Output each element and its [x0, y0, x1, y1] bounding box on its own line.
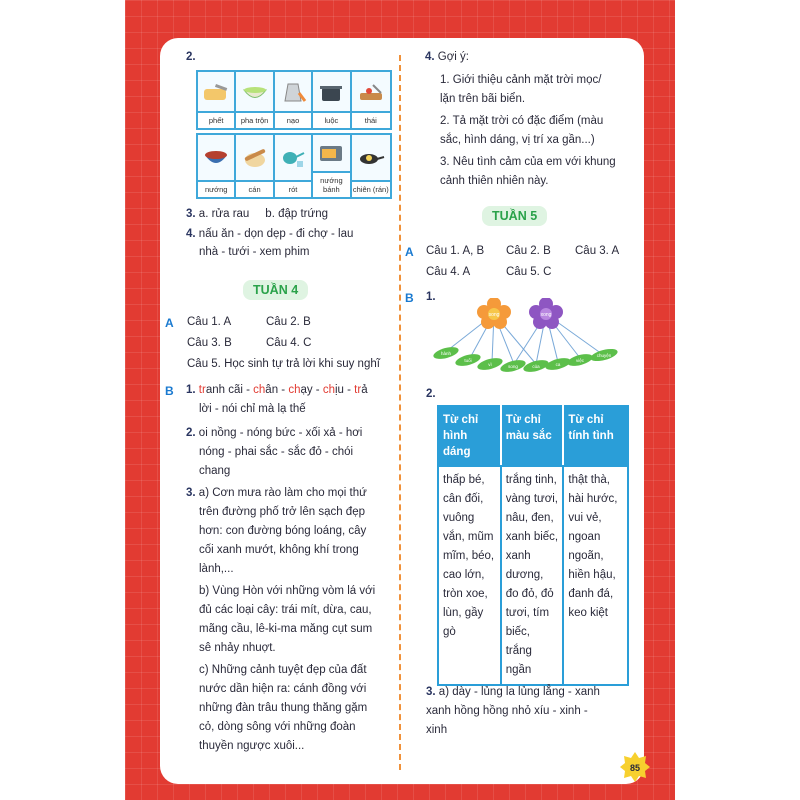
- b3-line: sê nhảy nhuợt.: [199, 642, 276, 654]
- table-cell: thật thà, hài hước, vui vẻ, ngoan ngoãn, hiền hậu, đanh đá, keo kiệt: [563, 466, 628, 685]
- frying-pan-icon: [352, 135, 390, 182]
- b2-line1: 2. oi nồng - nóng bức - xối xả - hơi: [186, 427, 363, 439]
- leaf-label: ca: [555, 362, 561, 367]
- rolling-pin-icon: [236, 135, 272, 182]
- b1-line1: 1. tranh cãi - chân - chạy - chịu - trả: [186, 384, 368, 396]
- answer: Câu 4. C: [266, 337, 312, 349]
- caption: thái: [364, 116, 377, 125]
- oven-icon: [313, 135, 349, 173]
- q4-line: nhà - tưới - xem phim: [199, 246, 310, 258]
- q3-text: a. rửa rau b. đập trứng: [198, 208, 328, 220]
- leaf-label: tuổi: [464, 358, 472, 363]
- image-grid-row1: [196, 70, 392, 130]
- leaf-label: hành: [440, 351, 452, 356]
- hint-line: lặn trên bãi biển.: [440, 93, 526, 105]
- pot-icon: [313, 72, 349, 113]
- b2-line: chang: [199, 465, 231, 477]
- answer: Câu 5. C: [506, 266, 552, 278]
- caption: luộc: [324, 116, 339, 125]
- leaf-label: việc: [575, 358, 585, 363]
- caption: phết: [208, 116, 224, 125]
- mixing-bowl-icon: [236, 72, 272, 113]
- right-q4: 4. Gợi ý:: [425, 51, 469, 63]
- flower-label: song: [488, 312, 500, 318]
- section-b-marker: B: [165, 384, 174, 398]
- page-number-badge: [620, 752, 650, 782]
- b3-line: cỏ, dòng sông với những đoàn: [199, 721, 356, 733]
- hint-line: sắc, hình dáng, vị trí xa gần...): [440, 134, 595, 146]
- flower-song: [477, 298, 511, 329]
- column-divider: [399, 55, 401, 770]
- b3-line: lành,...: [199, 563, 234, 575]
- answer: Câu 3. B: [187, 337, 232, 349]
- caption: rót: [288, 185, 298, 194]
- left-q4: 4. nấu ăn - dọn dẹp - đi chợ - lau: [186, 228, 354, 240]
- answer: Câu 2. B: [266, 316, 311, 328]
- caption: cán: [248, 185, 261, 194]
- caption: nướng: [204, 185, 228, 194]
- b3-line: thuyền ngược xuôi...: [199, 740, 305, 752]
- b3-line-first: 3. a) Cơn mưa rào làm cho mọi thứ: [186, 487, 367, 499]
- leaf-label: song: [508, 364, 518, 369]
- caption: nướng bánh: [320, 176, 343, 194]
- b1-label: 1.: [426, 291, 436, 303]
- flower-xong: [529, 298, 563, 329]
- b3-line: xanh hồng hồng nhỏ xíu - xinh -: [426, 705, 588, 717]
- table-cell: thấp bé, cân đối, vuông vắn, mũm mĩm, béo, cao lớn, tròn xoe, lùn, gầy gò: [438, 466, 501, 685]
- image-grid-row2: [196, 133, 392, 199]
- caption: pha trộn: [240, 116, 269, 125]
- page-number: 85: [629, 763, 641, 773]
- table-header: Từ chỉ hình dáng: [438, 406, 501, 466]
- b3-line: nước dần hiện ra: cánh đồng với: [199, 683, 367, 695]
- answer: Câu 3. A: [575, 245, 620, 257]
- b2-label: 2.: [426, 388, 436, 400]
- answer: Câu 2. B: [506, 245, 551, 257]
- b3-line: b) Vùng Hòn với những vòm lá với: [199, 585, 376, 597]
- flower-label: xong: [540, 312, 552, 318]
- caption: chiên (rán): [352, 185, 389, 194]
- b2-line: nóng - phai sắc - sắc đỏ - chói: [199, 446, 354, 458]
- hint-line: cảnh thiên nhiên này.: [440, 175, 549, 187]
- table-header: Từ chỉ tính tình: [563, 406, 628, 466]
- tuan4-heading: TUẦN 4: [243, 280, 308, 300]
- table-cell: trắng tinh, vàng tươi, nâu, đen, xanh biếc, xanh dương, đo đỏ, đỏ tươi, tím biếc, trắng ngần: [501, 466, 564, 685]
- leaf-label: chuyện: [596, 353, 612, 358]
- b3-line: mãng cầu, lê-ki-ma măng cụt sum: [199, 623, 373, 635]
- hint-line: 1. Giới thiệu cảnh mặt trời mọc/: [440, 74, 602, 86]
- tuan5-heading: TUẦN 5: [482, 206, 547, 226]
- right-b3-line1: 3. a) dày - lủng la lủng lẳng - xanh: [426, 686, 600, 698]
- answer: Câu 5. Học sinh tự trả lời khi suy nghĩ: [187, 358, 380, 370]
- grill-bowl-icon: [198, 135, 234, 182]
- hint-line: 2. Tả mặt trời có đặc điểm (màu: [440, 115, 604, 127]
- teapot-icon: [275, 135, 311, 182]
- answer: Câu 4. A: [426, 266, 471, 278]
- section-a-marker: A: [165, 316, 174, 330]
- flower-leaf-diagram: [430, 298, 640, 378]
- b3-line: đủ các loại cây: trái mít, dừa, cau,: [199, 604, 372, 616]
- left-q2-label: 2.: [186, 51, 196, 63]
- b3-line: xinh: [426, 724, 448, 736]
- answer: Câu 1. A: [187, 316, 232, 328]
- spread-bread-icon: [198, 72, 234, 113]
- b3-line: cối xanh mướt, không khí trong: [199, 544, 359, 556]
- hint-line: 3. Nêu tình cảm của em với khung: [440, 156, 616, 168]
- left-q3: 3. a. rửa rau b. đập trứng: [186, 208, 328, 220]
- section-b-marker: B: [405, 291, 414, 305]
- cutting-board-icon: [352, 72, 390, 113]
- answer: Câu 1. A, B: [426, 245, 485, 257]
- b3-line: những đàn trâu thung thăng gặm: [199, 702, 368, 714]
- table-header: Từ chỉ màu sắc: [501, 406, 564, 466]
- b1-line2: lời - nói chỉ mà lạ thế: [199, 403, 306, 415]
- b3-line: trên đường phố trở lên sạch đẹp: [199, 506, 365, 518]
- section-a-marker: A: [405, 245, 414, 259]
- grater-icon: [275, 72, 311, 113]
- b3-line: c) Những cảnh tuyệt đẹp của đất: [199, 664, 367, 676]
- b3-line: hơn: con đường bóng loáng, cây: [199, 525, 367, 537]
- leaf-label: vì: [488, 362, 492, 367]
- leaf-label: của: [532, 364, 540, 369]
- caption: nạo: [286, 116, 300, 125]
- word-classification-table: [437, 405, 629, 686]
